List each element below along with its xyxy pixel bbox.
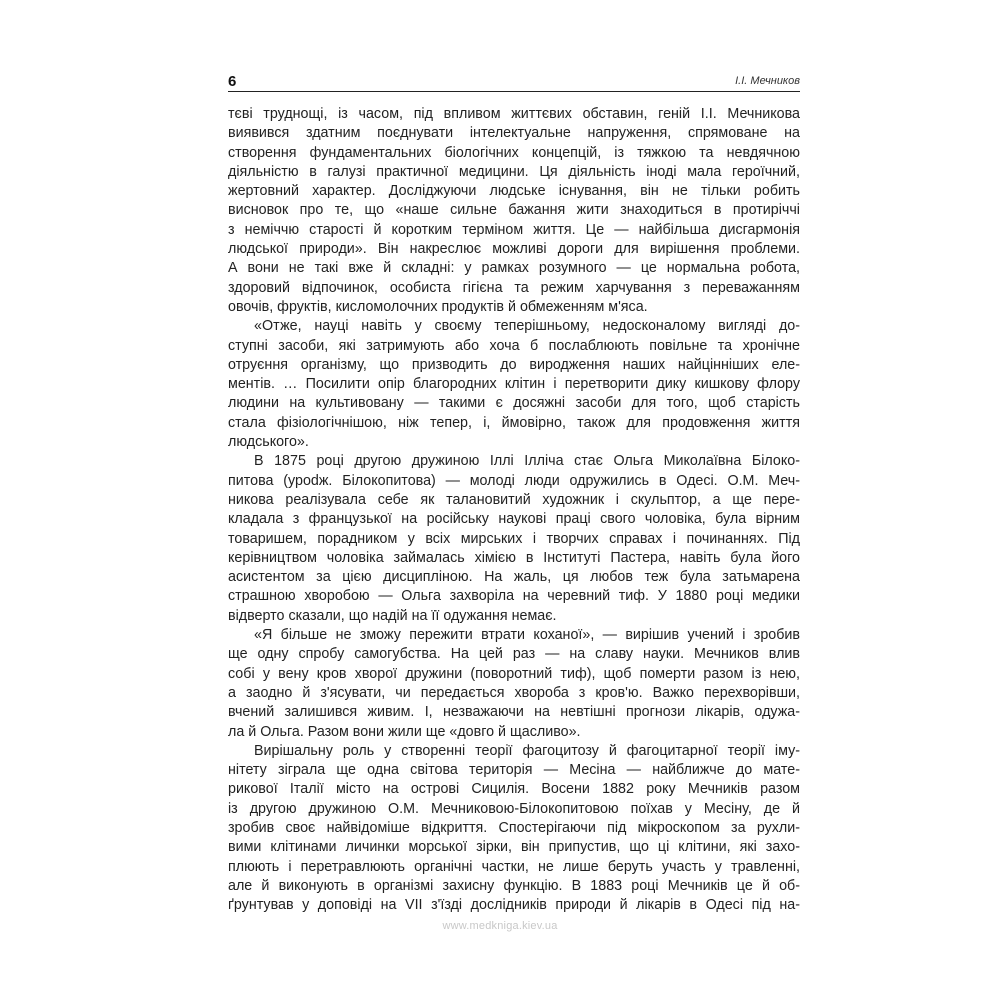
- text-line: діяльністю в галузі практичної медицини. Ця діяльність іноді мала героїчний,: [228, 163, 800, 180]
- text-line: зробив своє найвідоміше відкриття. Спостерігаючи під мікроскопом за рухли-: [228, 819, 800, 836]
- text-line: вчений залишився живим. І, незважаючи на невтішні прогнози лікарів, одужа-: [228, 704, 800, 721]
- text-line: тєві труднощі, із часом, під впливом життєвих обставин, геній І.І. Мечникова: [228, 106, 800, 122]
- text-line: питова (урodж. Білокопитова) — молоді люди одружились в Одесі. О.М. Меч-: [228, 472, 800, 489]
- text-line: висновок про те, що «наше сильне бажання жити знаходиться в протиріччі: [228, 202, 800, 219]
- text-line: керівництвом чоловіка займалась хімією в Інституті Пастера, навіть була його: [228, 549, 800, 566]
- header-rule: [228, 91, 800, 92]
- text-line: відверто сказали, що надій на її одужання немає.: [228, 607, 557, 624]
- text-line: отруєння організму, що призводить до виродження наших найцінніших еле-: [228, 356, 800, 373]
- running-title: І.І. Мечников: [735, 75, 800, 87]
- text-line: В 1875 році другою дружиною Іллі Ілліча стає Ольга Миколаївна Білоко-: [254, 453, 800, 470]
- text-line: овочів, фруктів, кисломолочних продуктів й обмеженням м'яса.: [228, 298, 648, 315]
- text-line: страшною хворобою — Ольга захворіла на черевний тиф. У 1880 році медики: [228, 588, 800, 605]
- text-line: «Я більше не зможу пережити втрати коханої», — вирішив учений і зробив: [254, 627, 800, 644]
- text-line: вими клітинами личинки морської зірки, він припустив, що ці клітини, які захо-: [228, 839, 800, 856]
- text-line: рикової Італії місто на острові Сицилія. Восени 1882 року Мечників разом: [228, 781, 800, 798]
- text-line: никова реалізувала себе як талановитий художник і скульптор, а ще пере-: [228, 491, 800, 508]
- text-line: Вирішальну роль у створенні теорії фагоцитозу й фагоцитарної теорії іму-: [254, 742, 800, 759]
- text-line: людини на культивовану — такими є досяжні засоби для того, щоб старість: [228, 395, 800, 412]
- page-header: [228, 73, 800, 91]
- text-line: нітету зіграла ще одна світова територія — Месіна — найближче до мате-: [228, 762, 800, 779]
- text-line: ментів. … Посилити опір благородних клітин і перетворити дику кишкову флору: [228, 376, 800, 393]
- text-line: А вони не такі вже й складні: у рамках розумного — це нормальна робота,: [228, 260, 800, 277]
- text-line: із другою дружиною О.М. Мечниковою-Білокопитовою поїхав у Месіну, де й: [228, 800, 800, 817]
- text-line: але й виконують в організмі захисну функцію. В 1883 році Мечників це й об-: [228, 877, 800, 894]
- text-line: плюють і перетравлюють органічні частки, не лише беруть участь у травленні,: [228, 858, 800, 875]
- footer-watermark: www.medkniga.kiev.ua: [442, 920, 558, 932]
- text-line: здоровий відпочинок, особиста гігієна та режим харчування з переважанням: [228, 279, 800, 296]
- text-line: стала фізіологічнішою, ніж тепер, і, ймовірно, також для продовження життя: [228, 414, 800, 431]
- text-line: виявився здатним поєднувати інтелектуальне напруження, спрямоване на: [228, 125, 800, 142]
- body-text: [228, 105, 800, 915]
- text-line: собі у вену кров хворої дружини (поворотний тиф), щоб померти разом із нею,: [228, 665, 800, 682]
- text-line: ще одну спробу самогубства. На цей раз — на славу науки. Мечников влив: [228, 646, 800, 663]
- page-number: 6: [228, 73, 237, 90]
- text-line: ґрунтував у доповіді на VII з'їзді дослідників природи й лікарів в Одесі під на-: [228, 897, 800, 914]
- text-line: а заодно й з'ясувати, чи передається хвороба з кров'ю. Важко перехворівши,: [228, 684, 800, 701]
- text-line: створення фундаментальних біологічних концепцій, із тяжкою та невдячною: [228, 144, 800, 161]
- text-line: ступні засоби, які затримують або хоча б послаблюють повільне та хронічне: [228, 337, 800, 354]
- text-line: товаришем, порадником у всіх мирських і творчих справах і починаннях. Під: [228, 530, 800, 547]
- text-line: «Отже, науці навіть у своєму теперішньому, недосконалому вигляді до-: [254, 318, 800, 335]
- text-line: асистентом за цією дисципліною. На жаль, ця любов теж була затьмарена: [228, 569, 800, 586]
- text-line: ла й Ольга. Разом вони жили ще «довго й щасливо».: [228, 723, 581, 740]
- text-line: кладала з французької на російську наукові праці свого чоловіка, була вірним: [228, 511, 800, 528]
- text-line: людської природи». Він накреслює можливі дороги для вирішення проблеми.: [228, 241, 800, 258]
- text-line: людського».: [228, 434, 309, 451]
- text-line: з неміччю старості й коротким терміном життя. Це — найбільша дисгармонія: [228, 221, 800, 238]
- text-line: жертовний характер. Досліджуючи людське існування, він не тільки робить: [228, 183, 800, 200]
